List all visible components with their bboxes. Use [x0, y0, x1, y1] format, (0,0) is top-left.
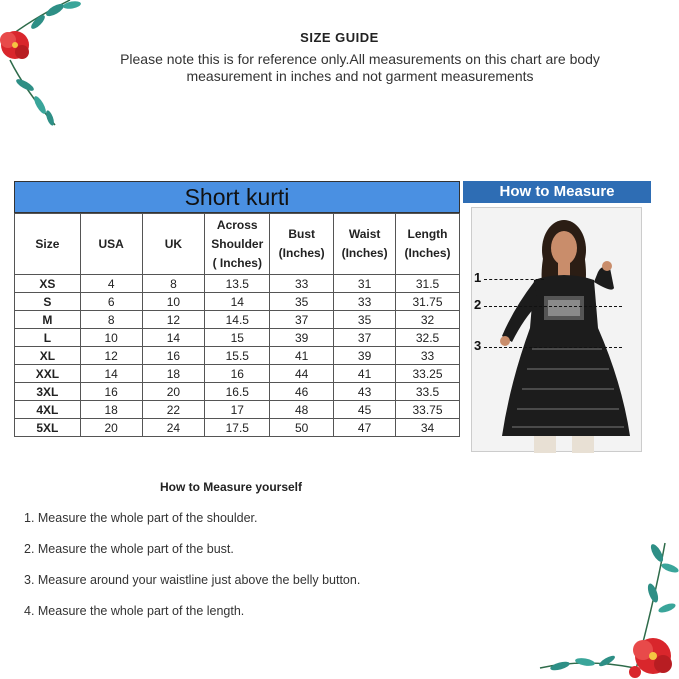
waist-guide-line [484, 347, 622, 348]
table-cell: 45 [334, 401, 396, 419]
table-cell: 41 [334, 365, 396, 383]
table-cell: 12 [80, 347, 142, 365]
table-cell: S [15, 293, 81, 311]
table-cell: 14 [205, 293, 270, 311]
column-header-uk: UK [142, 214, 205, 275]
measure-marker-1: 1 [474, 270, 482, 285]
table-cell: 44 [270, 365, 334, 383]
size-row-xs [15, 275, 460, 293]
table-cell: 31.5 [396, 275, 460, 293]
how-to-measure-title: How to Measure [463, 181, 651, 203]
table-cell: 4 [80, 275, 142, 293]
table-cell: 5XL [15, 419, 81, 437]
bust-guide-line [484, 306, 622, 307]
table-cell: 50 [270, 419, 334, 437]
measure-step: 3. Measure around your waistline just above the belly button. [24, 573, 361, 587]
size-row-3xl [15, 383, 460, 401]
reference-note-line-2: measurement in inches and not garment measurements [186, 68, 534, 84]
table-cell: 3XL [15, 383, 81, 401]
table-cell: 15.5 [205, 347, 270, 365]
table-cell: 48 [270, 401, 334, 419]
table-cell: 18 [142, 365, 205, 383]
measure-yourself-title: How to Measure yourself [159, 480, 303, 494]
table-cell: 32 [396, 311, 460, 329]
table-cell: M [15, 311, 81, 329]
table-cell: 16 [80, 383, 142, 401]
table-cell: 31 [334, 275, 396, 293]
table-cell: 37 [334, 329, 396, 347]
measure-step: 4. Measure the whole part of the length. [24, 604, 245, 618]
size-row-5xl [15, 419, 460, 437]
table-cell: 16 [205, 365, 270, 383]
table-cell: 14 [80, 365, 142, 383]
table-cell: 16 [142, 347, 205, 365]
table-cell: 32.5 [396, 329, 460, 347]
table-cell: 33.75 [396, 401, 460, 419]
column-header-usa: USA [80, 214, 142, 275]
reference-note-line-1: Please note this is for reference only.All measurements on this chart are body [120, 51, 600, 67]
table-cell: 43 [334, 383, 396, 401]
table-cell: 17 [205, 401, 270, 419]
table-cell: 33 [270, 275, 334, 293]
table-cell: 8 [80, 311, 142, 329]
table-cell: 14.5 [205, 311, 270, 329]
table-cell: 18 [80, 401, 142, 419]
column-header-size: Size [15, 214, 81, 275]
table-cell: 33 [334, 293, 396, 311]
table-cell: 34 [396, 419, 460, 437]
table-cell: 17.5 [205, 419, 270, 437]
shoulder-guide-line [484, 279, 544, 280]
floral-bottom-right-decoration [535, 538, 679, 679]
size-row-m [15, 311, 460, 329]
table-cell: 10 [142, 293, 205, 311]
table-cell: 14 [142, 329, 205, 347]
size-chart-header-row [15, 214, 460, 275]
measure-steps-list [24, 510, 360, 634]
table-cell: 10 [80, 329, 142, 347]
column-header-waist: Waist (Inches) [334, 214, 396, 275]
table-cell: 16.5 [205, 383, 270, 401]
table-cell: 35 [270, 293, 334, 311]
size-row-xl [15, 347, 460, 365]
table-cell: 31.75 [396, 293, 460, 311]
table-cell: 22 [142, 401, 205, 419]
table-cell: 37 [270, 311, 334, 329]
table-cell: XXL [15, 365, 81, 383]
size-guide-title: SIZE GUIDE [300, 30, 379, 45]
size-row-s [15, 293, 460, 311]
size-chart-table [14, 213, 460, 437]
size-row-4xl [15, 401, 460, 419]
table-cell: 33.5 [396, 383, 460, 401]
size-row-l [15, 329, 460, 347]
table-cell: 39 [270, 329, 334, 347]
measure-marker-3: 3 [474, 338, 482, 353]
size-chart-title: Short kurti [14, 181, 460, 213]
table-cell: 20 [80, 419, 142, 437]
column-header-length: Length (Inches) [396, 214, 460, 275]
table-cell: 46 [270, 383, 334, 401]
table-cell: XS [15, 275, 81, 293]
table-cell: 12 [142, 311, 205, 329]
table-cell: 13.5 [205, 275, 270, 293]
reference-note [60, 51, 660, 85]
measure-marker-2: 2 [474, 297, 482, 312]
table-cell: 8 [142, 275, 205, 293]
measure-step: 2. Measure the whole part of the bust. [24, 542, 234, 556]
column-header-across-shoulder: Across Shoulder ( Inches) [205, 214, 270, 275]
table-cell: 15 [205, 329, 270, 347]
table-cell: 35 [334, 311, 396, 329]
table-cell: L [15, 329, 81, 347]
table-cell: 20 [142, 383, 205, 401]
table-cell: 33.25 [396, 365, 460, 383]
table-cell: 47 [334, 419, 396, 437]
column-header-bust: Bust (Inches) [270, 214, 334, 275]
table-cell: 39 [334, 347, 396, 365]
model-photo [471, 207, 642, 452]
table-cell: 41 [270, 347, 334, 365]
table-cell: 33 [396, 347, 460, 365]
table-cell: 6 [80, 293, 142, 311]
table-cell: 24 [142, 419, 205, 437]
table-cell: XL [15, 347, 81, 365]
measure-step: 1. Measure the whole part of the shoulder. [24, 511, 258, 525]
table-cell: 4XL [15, 401, 81, 419]
size-row-xxl [15, 365, 460, 383]
model-illustration [472, 208, 643, 453]
